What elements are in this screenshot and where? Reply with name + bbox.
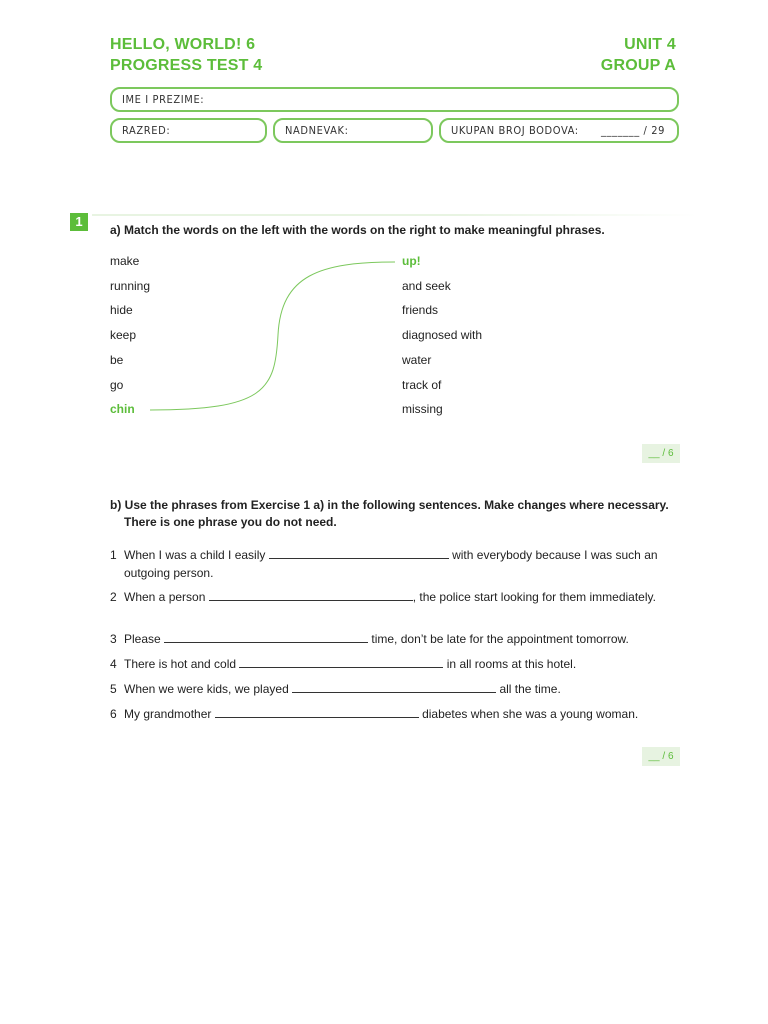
- answer-blank[interactable]: [209, 588, 413, 601]
- right-word: and seek: [402, 279, 451, 293]
- right-word-example: up!: [402, 254, 421, 268]
- answer-blank[interactable]: [215, 705, 419, 718]
- answer-blank[interactable]: [164, 630, 368, 643]
- sentence-2: [110, 588, 680, 606]
- sentence-5: [110, 680, 680, 698]
- left-word: be: [110, 353, 124, 367]
- sentence-text-before: When we were kids, we played: [124, 682, 289, 696]
- right-word: water: [402, 353, 432, 367]
- left-word-example: chin: [110, 402, 135, 416]
- left-word: keep: [110, 328, 137, 342]
- part-b-points: __ / 6: [642, 747, 680, 766]
- sentence-3: [110, 630, 680, 648]
- sentence-number: 4: [110, 657, 117, 671]
- left-word: running: [110, 279, 151, 293]
- sentence-text-before: When I was a child I easily: [124, 548, 266, 562]
- sentence-number: 3: [110, 632, 117, 646]
- test-name: PROGRESS TEST 4: [110, 57, 263, 74]
- left-word: make: [110, 254, 140, 268]
- right-word: friends: [402, 303, 439, 317]
- sentence-number: 6: [110, 707, 117, 721]
- total-score-value: _______ / 29: [600, 124, 665, 137]
- left-word: hide: [110, 303, 133, 317]
- section-number: 1: [70, 213, 88, 231]
- part-a-instruction: a) Match the words on the left with the words on the right to make meaningful phrases.: [110, 223, 605, 237]
- part-b-instruction-line2: There is one phrase you do not need.: [124, 515, 337, 529]
- sentence-text-after: in all rooms at this hotel.: [446, 657, 577, 671]
- sentence-text-after: , the police start looking for them immediately.: [412, 590, 656, 604]
- sentence-4: [110, 655, 680, 673]
- left-word: go: [110, 378, 124, 392]
- total-score-label: UKUPAN BROJ BODOVA:: [451, 124, 579, 137]
- right-word: missing: [402, 402, 443, 416]
- sentence-text-after: diabetes when she was a young woman.: [422, 707, 639, 721]
- group-label: GROUP A: [600, 57, 676, 74]
- sentence-number: 5: [110, 682, 117, 696]
- sentence-text-before: My grandmother: [124, 707, 212, 721]
- sentence-text-after: with everybody because I was such an outgoing person.: [124, 548, 658, 580]
- unit-label: UNIT 4: [624, 36, 676, 53]
- sentence-text-before: Please: [124, 632, 161, 646]
- answer-blank[interactable]: [269, 546, 449, 559]
- answer-blank[interactable]: [292, 680, 496, 693]
- sentence-text-before: There is hot and cold: [124, 657, 237, 671]
- right-word: track of: [402, 378, 442, 392]
- name-label: IME I PREZIME:: [122, 93, 205, 106]
- answer-blank[interactable]: [239, 655, 443, 668]
- part-a-points: __ / 6: [642, 444, 680, 463]
- class-label: RAZRED:: [122, 124, 171, 137]
- sentence-number: 1: [110, 548, 117, 562]
- sentence-text-before: When a person: [124, 590, 206, 604]
- right-word: diagnosed with: [402, 328, 483, 342]
- sentence-6: [110, 705, 680, 723]
- sentence-1: [110, 546, 680, 582]
- sentence-text-after: time, don’t be late for the appointment tomorrow.: [371, 632, 629, 646]
- part-b-instruction: [110, 497, 669, 531]
- date-label: NADNEVAK:: [285, 124, 349, 137]
- sentence-number: 2: [110, 590, 117, 604]
- book-title: HELLO, WORLD! 6: [110, 36, 256, 53]
- part-b-instruction-line1: b) Use the phrases from Exercise 1 a) in the following sentences. Make changes where necessary.: [110, 498, 669, 512]
- sentence-text-after: all the time.: [499, 682, 561, 696]
